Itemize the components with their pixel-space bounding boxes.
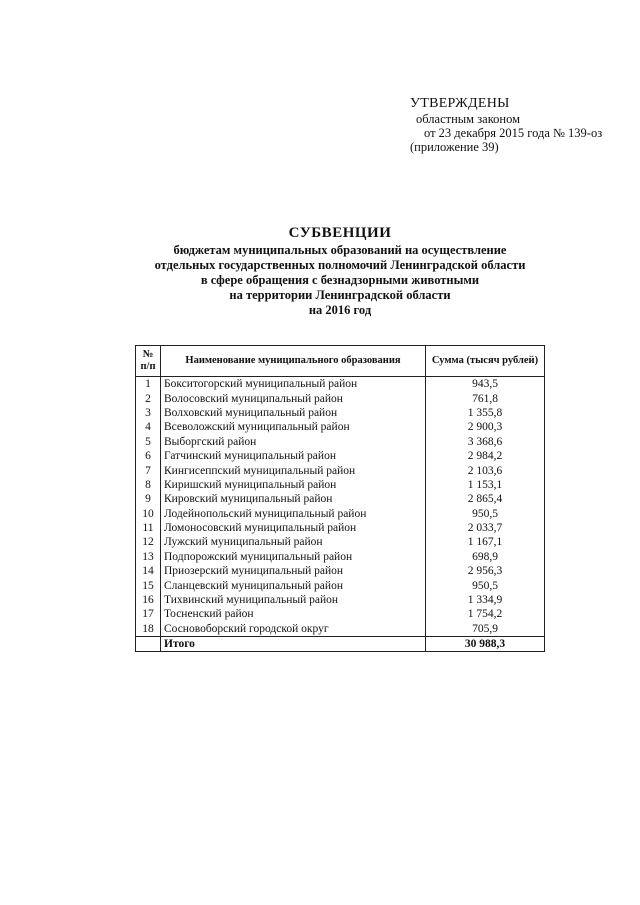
row-municipality: Лужский муниципальный район: [161, 535, 426, 549]
row-sum: 1 153,1: [426, 478, 545, 492]
approval-date-line: от 23 декабря 2015 года № 139-оз: [424, 126, 603, 140]
row-sum: 1 355,8: [426, 406, 545, 420]
row-num: 16: [136, 593, 161, 607]
table-row: [136, 521, 545, 535]
table-row: [136, 463, 545, 477]
approval-appendix-line: (приложение 39): [410, 140, 499, 154]
row-sum: 705,9: [426, 622, 545, 637]
table-header-row: [136, 346, 545, 377]
row-num: 6: [136, 449, 161, 463]
table-body: [136, 377, 545, 637]
table-row: [136, 507, 545, 521]
table-row: [136, 492, 545, 506]
row-sum: 2 956,3: [426, 564, 545, 578]
total-label: Итого: [161, 637, 426, 652]
title-line-3: отдельных государственных полномочий Ленинградской области: [154, 258, 526, 272]
header-sum: Сумма (тысяч рублей): [426, 346, 545, 377]
row-sum: 1 167,1: [426, 535, 545, 549]
row-num: 8: [136, 478, 161, 492]
title-line-6: на 2016 год: [308, 303, 372, 317]
row-municipality: Тихвинский муниципальный район: [161, 593, 426, 607]
row-municipality: Лодейнопольский муниципальный район: [161, 507, 426, 521]
title-line-2: бюджетам муниципальных образований на осуществление: [173, 243, 507, 257]
row-municipality: Киришский муниципальный район: [161, 478, 426, 492]
row-municipality: Волховский муниципальный район: [161, 406, 426, 420]
row-num: 9: [136, 492, 161, 506]
approval-heading: УТВЕРЖДЕНЫ: [410, 96, 510, 111]
row-sum: 2 984,2: [426, 449, 545, 463]
row-municipality: Ломоносовский муниципальный район: [161, 521, 426, 535]
header-num: № п/п: [136, 346, 161, 377]
row-sum: 698,9: [426, 550, 545, 564]
row-sum: 1 754,2: [426, 607, 545, 621]
row-num: 13: [136, 550, 161, 564]
table-total-row: [136, 637, 545, 652]
row-municipality: Кировский муниципальный район: [161, 492, 426, 506]
row-sum: 2 900,3: [426, 420, 545, 434]
row-municipality: Бокситогорский муниципальный район: [161, 377, 426, 392]
header-name: Наименование муниципального образования: [161, 346, 426, 377]
table-row: [136, 449, 545, 463]
document-title: [120, 224, 560, 318]
approval-stamp: [410, 96, 602, 154]
row-num: 7: [136, 463, 161, 477]
approval-law-line: областным законом: [416, 112, 521, 126]
title-line-4: в сфере обращения с безнадзорными животными: [200, 273, 480, 287]
row-num: 15: [136, 578, 161, 592]
row-num: 4: [136, 420, 161, 434]
row-num: 12: [136, 535, 161, 549]
table-row: [136, 406, 545, 420]
row-sum: 761,8: [426, 391, 545, 405]
subsidy-table: [135, 345, 545, 652]
table-row: [136, 420, 545, 434]
row-num: 17: [136, 607, 161, 621]
row-num: 5: [136, 435, 161, 449]
title-line-5: на территории Ленинградской области: [229, 288, 451, 302]
row-num: 1: [136, 377, 161, 392]
row-sum: 943,5: [426, 377, 545, 392]
row-num: 11: [136, 521, 161, 535]
row-municipality: Подпорожский муниципальный район: [161, 550, 426, 564]
table-row: [136, 578, 545, 592]
row-num: 2: [136, 391, 161, 405]
row-sum: 3 368,6: [426, 435, 545, 449]
table-row: [136, 564, 545, 578]
row-sum: 2 033,7: [426, 521, 545, 535]
row-sum: 950,5: [426, 578, 545, 592]
total-sum: 30 988,3: [426, 637, 545, 652]
row-municipality: Сосновоборский городской округ: [161, 622, 426, 637]
table-row: [136, 391, 545, 405]
row-sum: 2 865,4: [426, 492, 545, 506]
table-row: [136, 377, 545, 392]
row-num: 3: [136, 406, 161, 420]
table-row: [136, 607, 545, 621]
table-row: [136, 435, 545, 449]
row-municipality: Кингисеппский муниципальный район: [161, 463, 426, 477]
row-sum: 1 334,9: [426, 593, 545, 607]
row-municipality: Волосовский муниципальный район: [161, 391, 426, 405]
row-municipality: Тосненский район: [161, 607, 426, 621]
table-row: [136, 622, 545, 637]
row-num: 18: [136, 622, 161, 637]
row-municipality: Сланцевский муниципальный район: [161, 578, 426, 592]
row-sum: 950,5: [426, 507, 545, 521]
table-row: [136, 593, 545, 607]
row-sum: 2 103,6: [426, 463, 545, 477]
total-num-cell: [136, 637, 161, 652]
row-municipality: Гатчинский муниципальный район: [161, 449, 426, 463]
table-row: [136, 550, 545, 564]
row-num: 14: [136, 564, 161, 578]
table-row: [136, 478, 545, 492]
row-num: 10: [136, 507, 161, 521]
row-municipality: Приозерский муниципальный район: [161, 564, 426, 578]
table-row: [136, 535, 545, 549]
title-heading: СУБВЕНЦИИ: [288, 225, 392, 241]
row-municipality: Выборгский район: [161, 435, 426, 449]
row-municipality: Всеволожский муниципальный район: [161, 420, 426, 434]
